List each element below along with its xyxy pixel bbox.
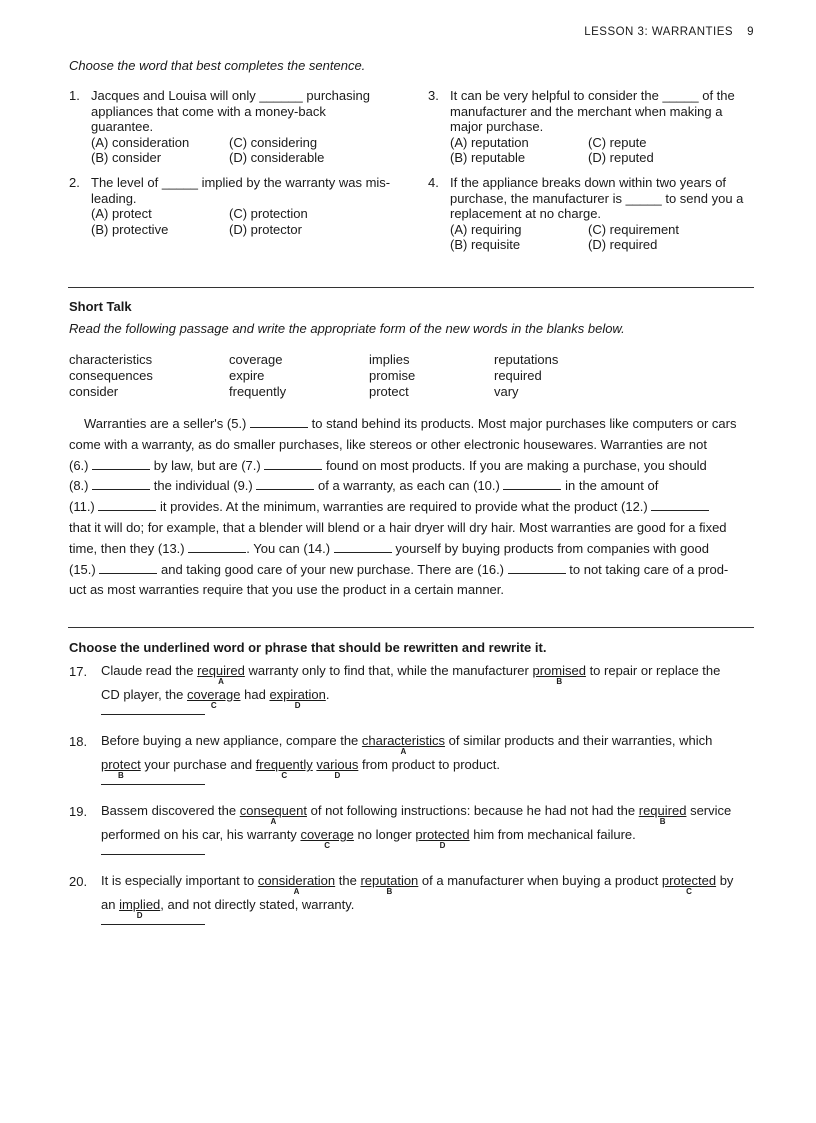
passage-text: and taking good care of your new purchase. There are (16.) — [160, 561, 505, 577]
item-line — [101, 687, 759, 710]
choice-word: coverage — [187, 687, 241, 702]
underlined-choice-d[interactable] — [316, 757, 359, 780]
question-stem: It can be very helpful to consider the _____ of the manufacturer and the merchant when making a major purchase. — [450, 88, 735, 134]
choice-letter: C — [281, 771, 288, 780]
choice-letter: B — [659, 817, 666, 826]
choice-letter: A — [293, 887, 300, 896]
passage-text: Warranties are a seller's (5.) — [84, 416, 247, 431]
answer-options — [450, 135, 758, 166]
item-line — [101, 897, 759, 920]
item-text: performed on his car, his warranty — [101, 827, 297, 842]
word-bank-item: reputations — [494, 352, 559, 367]
question-3 — [428, 88, 758, 166]
question-stem: If the appliance breaks down within two years of purchase, the manufacturer is _____ to send you a replacement at no charge. — [450, 175, 744, 221]
choice-letter: A — [270, 817, 277, 826]
word-bank-item: vary — [494, 384, 519, 399]
option-c[interactable]: (C) repute — [588, 134, 647, 150]
option-a[interactable]: (A) protect — [91, 206, 152, 221]
answer-line[interactable] — [101, 924, 205, 926]
underlined-choice-c[interactable] — [187, 687, 241, 710]
error-item-19 — [69, 804, 759, 856]
choice-letter: B — [556, 677, 563, 686]
option-c[interactable]: (C) requirement — [588, 221, 680, 237]
choice-letter: D — [439, 841, 446, 850]
choice-word: required — [638, 803, 687, 818]
item-text: of not following instructions: because he had not had the — [310, 803, 636, 818]
item-text: an — [101, 897, 116, 912]
option-a[interactable]: (A) requiring — [450, 221, 522, 237]
item-line — [101, 757, 759, 780]
item-text: Before buying a new appliance, compare the — [101, 733, 359, 748]
underlined-choice-a[interactable] — [239, 803, 307, 826]
blank-14[interactable] — [334, 540, 392, 553]
passage-line: uct as most warranties require that you use the product in a certain manner. — [69, 582, 505, 598]
question-number: 3. — [428, 88, 439, 103]
choice-word: required — [197, 663, 245, 678]
item-text: your purchase and — [144, 757, 253, 772]
answer-options — [450, 222, 758, 253]
word-bank-item: required — [494, 368, 542, 383]
page-number: 9 — [747, 26, 754, 38]
item-text: from product to product. — [361, 757, 500, 772]
choice-word: reputation — [360, 873, 419, 888]
choice-word: characteristics — [361, 733, 445, 748]
error-section-title: Choose the underlined word or phrase that should be rewritten and rewrite it. — [69, 640, 547, 655]
blank-8[interactable] — [92, 477, 150, 490]
item-text: no longer — [357, 827, 412, 842]
choice-letter: D — [334, 771, 341, 780]
underlined-choice-a[interactable] — [197, 663, 245, 686]
blank-13[interactable] — [188, 540, 246, 553]
word-bank-item: consequences — [69, 368, 153, 383]
item-line — [101, 873, 759, 896]
running-header — [584, 26, 754, 38]
choice-letter: D — [294, 701, 301, 710]
passage-line: that it will do; for example, that a blender will blend or a hair dryer will dry hair. Most warranties are good for a fixed — [69, 519, 727, 535]
option-d[interactable]: (D) required — [588, 237, 658, 252]
option-d[interactable]: (D) reputed — [588, 150, 654, 165]
choice-letter: B — [386, 887, 393, 896]
word-bank-item: implies — [369, 352, 410, 367]
option-b[interactable]: (B) protective — [91, 221, 169, 237]
passage-text: it provides. At the minimum, warranties are required to provide what the product (12.) — [160, 499, 648, 515]
passage-line — [69, 560, 754, 581]
answer-line[interactable] — [101, 784, 205, 786]
underlined-choice-c[interactable] — [255, 757, 313, 780]
passage-text: the individual (9.) — [153, 478, 253, 494]
choice-letter: D — [136, 911, 143, 920]
item-text: warranty only to find that, while the manufacturer — [248, 663, 529, 678]
item-text: . — [325, 687, 330, 702]
question-4 — [428, 175, 758, 253]
option-c[interactable]: (C) considering — [229, 134, 318, 150]
passage-line — [69, 476, 754, 497]
error-item-20 — [69, 874, 759, 926]
question-1 — [69, 88, 389, 166]
section-divider — [68, 627, 754, 628]
short-talk-title: Short Talk — [69, 299, 132, 314]
passage-text: of a warranty, as each can (10.) — [318, 478, 500, 494]
choice-word: various — [316, 757, 359, 772]
choice-word: implied — [119, 897, 161, 912]
word-bank — [69, 352, 614, 400]
blank-16[interactable] — [508, 561, 566, 574]
item-text: It is especially important to — [101, 873, 255, 888]
question-number: 2. — [69, 175, 80, 190]
underlined-choice-a[interactable] — [257, 873, 336, 896]
item-text: service — [690, 803, 732, 818]
underlined-choice-b[interactable] — [532, 663, 586, 686]
item-text: by — [719, 873, 734, 888]
short-talk-instruction: Read the following passage and write the appropriate form of the new words in the blanks below. — [69, 321, 625, 336]
blank-11[interactable] — [98, 498, 156, 511]
passage-text: (6.) — [69, 457, 89, 473]
answer-line[interactable] — [101, 854, 205, 856]
option-b[interactable]: (B) requisite — [450, 237, 521, 252]
choice-letter: A — [400, 747, 407, 756]
option-d[interactable]: (D) protector — [229, 221, 302, 237]
item-text: him from mechanical failure. — [473, 827, 636, 842]
passage-line: come with a warranty, as do smaller purchases, like stereos or other electronic housewares. Warranties are not — [69, 436, 707, 452]
item-number: 19. — [69, 804, 88, 819]
word-bank-item: consider — [69, 384, 119, 399]
passage-text: by law, but are (7.) — [153, 457, 261, 473]
item-text: of similar products and their warranties, which — [448, 733, 713, 748]
underlined-choice-d[interactable] — [269, 687, 326, 710]
blank-10[interactable] — [503, 477, 561, 490]
item-line — [101, 733, 759, 756]
item-text: the — [338, 873, 357, 888]
choice-letter: C — [210, 701, 217, 710]
lesson-title: LESSON 3: WARRANTIES — [584, 26, 734, 38]
choice-word: promised — [532, 663, 586, 678]
choice-word: protected — [661, 873, 717, 888]
blank-12[interactable] — [651, 498, 709, 511]
option-d[interactable]: (D) considerable — [229, 150, 325, 165]
item-text: had — [244, 687, 266, 702]
option-b[interactable]: (B) reputable — [450, 150, 526, 165]
item-text: to repair or replace the — [589, 663, 721, 678]
choice-letter: C — [324, 841, 331, 850]
item-line — [101, 827, 759, 850]
item-text: of a manufacturer when buying a product — [421, 873, 659, 888]
question-2 — [69, 175, 399, 237]
option-a[interactable]: (A) consideration — [91, 134, 190, 150]
word-bank-item: protect — [369, 384, 409, 399]
underlined-choice-a[interactable] — [361, 733, 445, 756]
blank-6[interactable] — [92, 457, 150, 470]
question-number: 4. — [428, 175, 439, 190]
item-text: Claude read the — [101, 663, 194, 678]
item-number: 20. — [69, 874, 88, 889]
question-number: 1. — [69, 88, 80, 103]
item-text: CD player, the — [101, 687, 184, 702]
section-divider — [68, 287, 754, 288]
error-item-17 — [69, 664, 759, 716]
word-bank-item: frequently — [229, 384, 287, 399]
section1-instruction: Choose the word that best completes the sentence. — [69, 58, 366, 73]
passage-text: time, then they (13.) — [69, 540, 185, 556]
passage-line — [69, 414, 754, 435]
underlined-choice-d[interactable] — [415, 827, 470, 850]
underlined-choice-b[interactable] — [360, 873, 419, 896]
passage-text: yourself by buying products from companies with good — [395, 540, 709, 556]
question-stem: The level of _____ implied by the warranty was mis-leading. — [91, 175, 391, 206]
item-line — [101, 803, 759, 826]
choice-word: frequently — [255, 757, 313, 772]
answer-line[interactable] — [101, 714, 205, 716]
passage-text: found on most products. If you are making a purchase, you should — [325, 457, 707, 473]
passage-text: (11.) — [69, 499, 95, 515]
passage-text: in the amount of — [565, 478, 659, 494]
choice-letter: C — [686, 887, 692, 896]
choice-letter: B — [117, 771, 124, 780]
passage-line — [69, 456, 754, 477]
item-line — [101, 663, 759, 686]
passage-text: (8.) — [69, 478, 89, 494]
option-c[interactable]: (C) protection — [229, 206, 308, 221]
passage-line — [69, 497, 754, 518]
passage-text: to not taking care of a prod- — [569, 561, 729, 577]
error-item-18 — [69, 734, 759, 786]
answer-options — [91, 206, 399, 237]
question-stem: Jacques and Louisa will only ______ purchasing appliances that come with a money-back guarantee. — [91, 88, 370, 134]
item-number: 17. — [69, 664, 88, 679]
choice-word: protect — [101, 757, 141, 772]
choice-letter: A — [218, 677, 224, 686]
blank-5[interactable] — [250, 415, 308, 428]
underlined-choice-c[interactable] — [300, 827, 354, 850]
answer-options — [91, 135, 389, 166]
word-bank-item: promise — [369, 368, 416, 383]
item-text: , and not directly stated, warranty. — [160, 897, 355, 912]
passage-text: (15.) — [69, 561, 96, 577]
choice-word: coverage — [300, 827, 354, 842]
choice-word: protected — [415, 827, 470, 842]
underlined-choice-d[interactable] — [119, 897, 161, 920]
word-bank-item: coverage — [229, 352, 283, 367]
choice-word: expiration — [269, 687, 326, 702]
passage-text: to stand behind its products. Most major purchases like computers or cars — [311, 416, 737, 431]
option-b[interactable]: (B) consider — [91, 150, 162, 165]
passage-text: . You can (14.) — [246, 540, 331, 556]
blank-9[interactable] — [256, 477, 314, 490]
choice-word: consequent — [239, 803, 307, 818]
passage-line — [69, 539, 754, 560]
word-bank-item: expire — [229, 368, 265, 383]
item-text: Bassem discovered the — [101, 803, 237, 818]
underlined-choice-c[interactable] — [661, 873, 717, 896]
blank-15[interactable] — [99, 561, 157, 574]
blank-7[interactable] — [264, 457, 322, 470]
choice-word: consideration — [257, 873, 336, 888]
option-a[interactable]: (A) reputation — [450, 134, 529, 150]
underlined-choice-b[interactable] — [101, 757, 141, 780]
word-bank-item: characteristics — [69, 352, 153, 367]
item-number: 18. — [69, 734, 88, 749]
short-talk-passage — [69, 414, 754, 601]
underlined-choice-b[interactable] — [638, 803, 687, 826]
